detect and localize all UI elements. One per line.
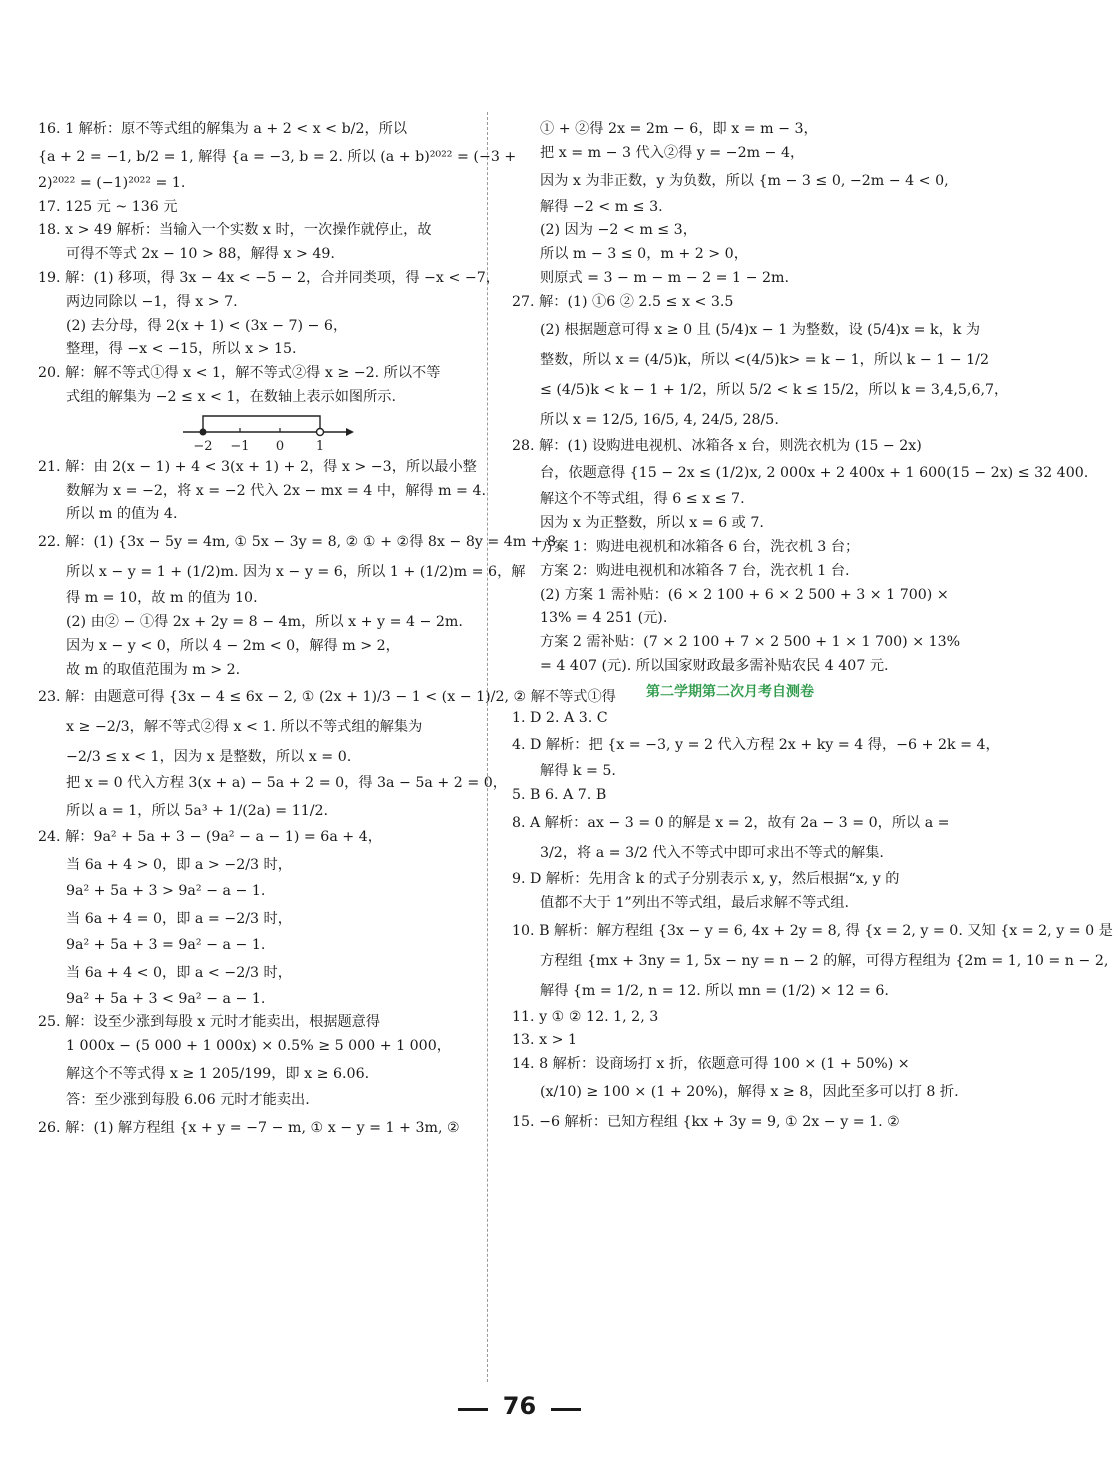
answer-line: 故 m 的取值范围为 m > 2. [66, 661, 241, 678]
answer-line: 当 6a + 4 = 0，即 a = −2/3 时， [66, 910, 292, 927]
answer-line: 方程组 {mx + 3ny = 1, 5x − ny = n − 2 的解，可得方程组为 {2m = 1, 10 = n − 2, [540, 952, 1109, 969]
answer-line: (x/10) ≥ 100 × (1 + 20%)，解得 x ≥ 8，因此至多可以打 8 折. [540, 1083, 959, 1100]
answer-line: 所以 m − 3 ≤ 0，m + 2 > 0， [540, 246, 748, 263]
answer-line: 9a² + 5a + 3 = 9a² − a − 1. [66, 936, 266, 953]
answer-line: (2) 因为 −2 < m ≤ 3， [540, 222, 697, 239]
answer-line: 当 6a + 4 > 0，即 a > −2/3 时， [66, 856, 292, 873]
axis-tick-label: −2 [193, 438, 213, 454]
answer-line: 值都不大于 1”列出不等式组，最后求解不等式组. [540, 894, 850, 911]
answer-line: 5. B 6. A 7. B [512, 787, 607, 804]
answer-line: 因为 x 为非正数，y 为负数，所以 {m − 3 ≤ 0, −2m − 4 < 0, [540, 172, 949, 189]
answer-line: 18. x > 49 解析：当输入一个实数 x 时，一次操作就停止，故 [38, 222, 432, 239]
answer-line: 21. 解：由 2(x − 1) + 4 < 3(x + 1) + 2，得 x > −3，所以最小整 [38, 458, 477, 475]
answer-line: 16. 1 解析：原不等式组的解集为 a + 2 < x < b/2，所以 [38, 121, 408, 137]
answer-line: 15. −6 解析：已知方程组 {kx + 3y = 9, ① 2x − y = 1. ② [512, 1113, 900, 1130]
column-divider [487, 112, 488, 1382]
answer-line: 解这个不等式得 x ≥ 1 205/199，即 x ≥ 6.06. [66, 1065, 370, 1082]
answer-line: x ≥ −2/3，解不等式②得 x < 1. 所以不等式组的解集为 [66, 719, 423, 736]
answer-line: 所以 x = 12/5, 16/5, 4, 24/5, 28/5. [540, 411, 779, 428]
answer-line: 2)²⁰²² = (−1)²⁰²² = 1. [38, 174, 186, 191]
answer-line: 答：至少涨到每股 6.06 元时才能卖出. [66, 1091, 310, 1108]
answer-line: 8. A 解析：ax − 3 = 0 的解是 x = 2，故有 2a − 3 = 0，所以 a = [512, 814, 950, 831]
answer-line: 把 x = 0 代入方程 3(x + a) − 5a + 2 = 0，得 3a − 5a + 2 = 0， [66, 775, 507, 792]
axis-arrow [346, 428, 354, 436]
answer-line: 两边同除以 −1，得 x > 7. [66, 293, 238, 310]
answer-line: (2) 去分母，得 2(x + 1) < (3x − 7) − 6， [66, 317, 348, 334]
answer-line: ≤ (4/5)k < k − 1 + 1/2，所以 5/2 < k ≤ 15/2，所以 k = 3,4,5,6,7， [540, 381, 1009, 398]
open-endpoint [317, 428, 324, 435]
answer-line: 28. 解：(1) 设购进电视机、冰箱各 x 台，则洗衣机为 (15 − 2x) [512, 437, 922, 454]
answer-line: 1 000x − (5 000 + 1 000x) × 0.5% ≥ 5 000 + 1 000， [66, 1038, 451, 1055]
footer-dash-right [551, 1408, 581, 1411]
answer-line: 14. 8 解析：设商场打 x 折，依题意可得 100 × (1 + 50%) × [512, 1056, 910, 1073]
section-title: 第二学期第二次月考自测卷 [646, 683, 814, 700]
axis-tick-label: 0 [275, 438, 285, 454]
answer-line: 把 x = m − 3 代入②得 y = −2m − 4， [540, 144, 805, 161]
answer-line: 1. D 2. A 3. C [512, 709, 608, 726]
answer-line: 22. 解：(1) {3x − 5y = 4m, ① 5x − 3y = 8, ② ① + ②得 8x − 8y = 4m + 8， [38, 534, 571, 551]
solution-bracket [203, 416, 320, 432]
answer-line: 9a² + 5a + 3 > 9a² − a − 1. [66, 882, 266, 899]
answer-line: 式组的解集为 −2 ≤ x < 1，在数轴上表示如图所示. [66, 388, 396, 405]
answer-line: 所以 x − y = 1 + (1/2)m. 因为 x − y = 6，所以 1 + (1/2)m = 6，解 [66, 564, 526, 581]
answer-line: 9. D 解析：先用含 k 的式子分别表示 x, y，然后根据“x, y 的 [512, 870, 900, 887]
answer-line: 则原式 = 3 − m − m − 2 = 1 − 2m. [540, 269, 789, 286]
page-footer [0, 1392, 1039, 1420]
answer-line: 当 6a + 4 < 0，即 a < −2/3 时， [66, 964, 292, 981]
answer-line: 所以 a = 1，所以 5a³ + 1/(2a) = 11/2. [66, 803, 329, 820]
answer-line: 因为 x 为正整数，所以 x = 6 或 7. [540, 515, 764, 532]
answer-line: 方案 2：购进电视机和冰箱各 7 台，洗衣机 1 台. [540, 562, 850, 579]
answer-line: 方案 2 需补贴：(7 × 2 100 + 7 × 2 500 + 1 × 1 700) × 13% [540, 634, 961, 651]
answer-line: 得 m = 10，故 m 的值为 10. [66, 590, 258, 607]
answer-line: 解得 −2 < m ≤ 3. [540, 198, 663, 215]
answer-line: 解得 k = 5. [540, 763, 616, 780]
answer-line: 解得 {m = 1/2, n = 12. 所以 mn = (1/2) × 12 = 6. [540, 982, 889, 999]
answer-line: 13% = 4 251 (元). [540, 610, 668, 627]
axis-tick-label: −1 [230, 438, 250, 454]
answer-line: 23. 解：由题意可得 {3x − 4 ≤ 6x − 2, ① (2x + 1)/3 − 1 < (x − 1)/2, ② 解不等式①得 [38, 689, 616, 706]
footer-dash-left [458, 1408, 488, 1411]
answer-line: 因为 x − y < 0，所以 4 − 2m < 0，解得 m > 2， [66, 637, 400, 654]
right-column [512, 118, 1113, 1137]
answer-line: (2) 由② − ①得 2x + 2y = 8 − 4m，所以 x + y = 4 − 2m. [66, 613, 463, 630]
answer-line: 所以 m 的值为 4. [66, 506, 178, 523]
answer-line: 台，依题意得 {15 − 2x ≤ (1/2)x, 2 000x + 2 400x + 1 600(15 − 2x) ≤ 32 400. [540, 465, 1089, 482]
answer-line: ① + ②得 2x = 2m − 6，即 x = m − 3， [540, 121, 818, 137]
number-line-svg [178, 410, 378, 456]
answer-line: (2) 方案 1 需补贴：(6 × 2 100 + 6 × 2 500 + 3 × 1 700) × [540, 586, 949, 603]
answer-line: 9a² + 5a + 3 < 9a² − a − 1. [66, 990, 266, 1007]
answer-line: 解这个不等式组，得 6 ≤ x ≤ 7. [540, 491, 745, 508]
answer-line: 24. 解：9a² + 5a + 3 − (9a² − a − 1) = 6a + 4， [38, 829, 382, 846]
answer-line: 13. x > 1 [512, 1032, 578, 1049]
answer-line: 19. 解：(1) 移项，得 3x − 4x < −5 − 2，合并同类项，得 −x < −7， [38, 269, 500, 286]
answer-line: {a + 2 = −1, b/2 = 1, 解得 {a = −3, b = 2. 所以 (a + b)²⁰²² = (−3 + [38, 148, 517, 165]
answer-line: (2) 根据题意可得 x ≥ 0 且 (5/4)x − 1 为整数，设 (5/4)x = k，k 为 [540, 321, 981, 338]
answer-line: 可得不等式 2x − 10 > 88，解得 x > 49. [66, 246, 335, 263]
answer-line: 4. D 解析：把 {x = −3, y = 2 代入方程 2x + ky = 4 得，−6 + 2k = 4， [512, 737, 1000, 754]
axis-tick-label: 1 [315, 438, 325, 454]
answer-line: 整数，所以 x = (4/5)k，所以 <(4/5)k> = k − 1，所以 k − 1 − 1/2 [540, 351, 989, 368]
closed-endpoint [200, 428, 207, 435]
answer-line: 27. 解：(1) ①6 ② 2.5 ≤ x < 3.5 [512, 293, 734, 310]
answer-line: 数解为 x = −2，将 x = −2 代入 2x − mx = 4 中，解得 m = 4. [66, 482, 486, 499]
number-line-figure [178, 410, 470, 456]
answer-line: 20. 解：解不等式①得 x < 1，解不等式②得 x ≥ −2. 所以不等 [38, 365, 441, 382]
answer-line: −2/3 ≤ x < 1，因为 x 是整数，所以 x = 0. [66, 749, 352, 766]
page-number: 76 [502, 1392, 537, 1420]
answer-line: 11. y ① ② 12. 1, 2, 3 [512, 1008, 659, 1025]
answer-line: 17. 125 元 ~ 136 元 [38, 198, 178, 215]
answer-line: 10. B 解析：解方程组 {3x − y = 6, 4x + 2y = 8, 得 {x = 2, y = 0. 又知 {x = 2, y = 0 是 [512, 922, 1113, 939]
answer-line: 25. 解：设至少涨到每股 x 元时才能卖出，根据题意得 [38, 1014, 381, 1031]
answer-line: 3/2，将 a = 3/2 代入不等式中即可求出不等式的解集. [540, 844, 884, 861]
answer-line: 26. 解：(1) 解方程组 {x + y = −7 − m, ① x − y = 1 + 3m, ② [38, 1119, 460, 1136]
answer-line: 整理，得 −x < −15，所以 x > 15. [66, 341, 297, 358]
answer-line: 方案 1：购进电视机和冰箱各 6 台，洗衣机 3 台； [540, 538, 860, 555]
answer-line: = 4 407 (元). 所以国家财政最多需补贴农民 4 407 元. [540, 657, 889, 674]
